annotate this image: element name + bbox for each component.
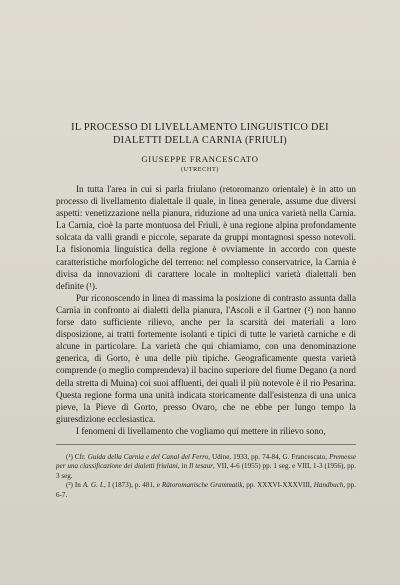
footnote-2-text: , pp. 6-7. [56,481,357,499]
footnote-1-text: , Udine, 1933, pp. 74-84, G. Francescato, [208,453,330,461]
footnote-1-text: , VII, 4-6 (1955) pp. 1 seg. e VIII, 1-3 (1956), pp. 3 seg. [56,462,356,480]
article-title-line2: DIALETTI DELLA CARNIA (FRIULI) [113,135,287,146]
footnote-separator [56,444,356,445]
footnote-1-text: , in [177,462,189,471]
footnotes [56,453,356,500]
footnote-2-text: , pp. XXXVI-XXXVIII, [242,481,314,490]
footnote-2 [56,481,356,500]
paragraph-2: Pur riconoscendo in linea di massima la posizione di contrasto assunta dalla Carnia in confronto ai dialetti della pianura, l'Ascoli e il Gartner (²) non hanno forse dato sufficiente rilievo, anche per la scarsità dei materiali a loro disposizione, ai tratti fortemente isolanti e tipici di tutte le varietà carniche e di alcune in particolare. La varietà che qui chiamiamo, con una denominazione generica, di Gorto, è una delle più tipiche. Geograficamente questa varietà comprende (o meglio comprendeva) il bacino superiore del fiume Degano (a nord della stretta di Muina) coi suoi affluenti, dei quali il più notevole è il rio Pesarina. Questa regione forma una unità indicata storicamente dall'esistenza di una unica pieve, la Pieve di Gorto, presso Ovaro, che ne ebbe per lungo tempo la giuresdizione ecclesiastica. [56,292,356,424]
author-affiliation: (UTRECHT) [180,166,220,173]
footnote-1-title: Premesse per una classificazione dei dialetti friulani [56,453,356,471]
footnote-1 [56,453,356,481]
footnote-1-journal: Il tesaur [189,462,214,471]
article-body [56,183,356,437]
footnote-2-journal: A. G. I. [82,481,105,490]
footnote-2-text: , I (1873), p. 481, e [104,481,162,490]
paragraph-3: I fenomeni di livellamento che vogliamo qui mettere in rilievo sono, [76,425,326,436]
footnote-2-text: (²) In [66,481,83,490]
paragraph-1: In tutta l'area in cui si parla friulano (retoromanzo orientale) è in atto un processo di livellamento dialettale il quale, in linea generale, assume due diversi aspetti: venetizzazione nella pianura, riduzione ad una unica varietà nella Carnia. La Carnia, cioè la parte montuosa del Friuli, è una regione alpina profondamente solcata da valli grandi e piccole, separate da gruppi montagnosi spesso notevoli. La fisionomia linguistica della regione è ovviamente in accordo con queste caratteristiche morfologiche del terreno: nel complesso conservatrice, la Carnia è divisa da innovazioni di carattere locale in molteplici varietà dialettali ben definite (¹). [56,184,356,291]
footnote-1-title: Guida della Carnia e del Canal del Ferro [87,453,209,461]
article-title-line1: IL PROCESSO DI LIVELLAMENTO LINGUISTICO DEI [71,122,329,133]
footnote-1-text: (¹) Cfr. [66,453,88,461]
footnote-2-title: Rätoromanische Grammatik [161,481,243,490]
author-name: GIUSEPPE FRANCESCATO [141,154,259,164]
footnote-2-title: Handbuch [313,481,344,490]
